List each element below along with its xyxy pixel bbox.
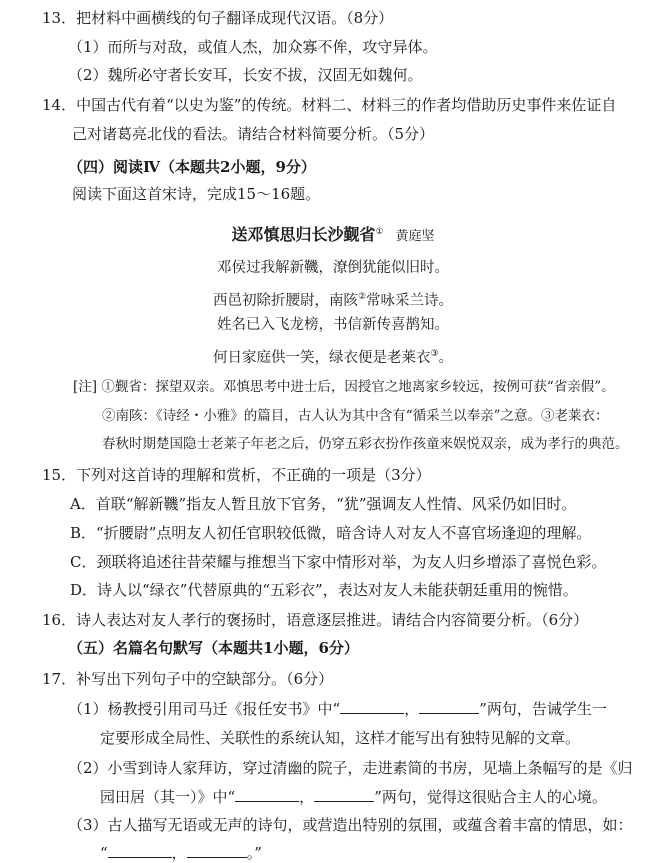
q17-1-text-end: ”两句，告诫学生一 — [479, 700, 607, 718]
q17-1-text: （1）杨教授引用司马迁《报任安书》中“ — [68, 700, 341, 718]
answer-blank[interactable] — [108, 843, 172, 858]
poem-line-2a: 西邑初除折腰尉，南陔 — [212, 292, 358, 309]
q13-sentence-1: （1）而所与对敌，或值人杰，加众寡不侔，攻守异体。 — [68, 38, 438, 56]
poem-title-line — [0, 222, 666, 247]
section5-heading: （五）名篇名句默写（本题共1小题，6分） — [68, 639, 359, 657]
comma: ， — [299, 788, 315, 806]
q14-line-1: 14．中国古代有着“以史为鉴”的传统。材料二、材料三的作者均借助历史事件来佐证自 — [42, 96, 617, 114]
q17-item-3-cont — [100, 843, 262, 863]
q17-item-2-cont — [100, 787, 607, 807]
answer-blank[interactable] — [419, 699, 479, 714]
answer-blank[interactable] — [340, 699, 404, 714]
q15-option-d: D．诗人以“绿衣”代替原典的“五彩衣”，表达对友人未能获朝廷重用的惋惜。 — [70, 581, 578, 599]
poem-line-4 — [0, 344, 666, 368]
poem-line-4a: 何日家庭供一笑，绿衣便是老莱衣 — [212, 349, 431, 366]
footnote-mark: ③ — [430, 349, 439, 359]
note-line-2: ②南陔：《诗经・小雅》的篇目，古人认为其中含有“循采兰以奉亲”之意。③老莱衣： — [102, 408, 609, 424]
q15-option-a: A．首联“解新鞿”指友人暂且放下官务，“犹”强调友人性情、风采仍如旧时。 — [70, 495, 577, 513]
q15-stem: 15．下列对这首诗的理解和赏析，不正确的一项是（3分） — [42, 466, 431, 484]
note-line-3: 春秋时期楚国隐士老莱子年老之后，仍穿五彩衣扮作孩童来娱悦双亲，成为孝行的典范。 — [102, 436, 629, 452]
q13-sentence-2: （2）魏所必守者长安耳，长安不拔，汉固无如魏何。 — [68, 66, 423, 84]
answer-blank[interactable] — [235, 787, 299, 802]
q17-2-text: 园田居（其一）》中“ — [100, 788, 236, 806]
footnote-mark: ② — [357, 292, 367, 302]
comma: ， — [404, 700, 420, 718]
q13-stem: 13．把材料中画横线的句子翻译成现代汉语。（8分） — [42, 9, 394, 27]
poem-line-2 — [0, 287, 666, 311]
note-line-1: [注] ①觐省：探望双亲。邓慎思考中进士后，因授官之地离家乡较远，按例可获“省亲假”。 — [73, 379, 615, 395]
q17-item-1 — [68, 699, 607, 719]
open-quote: “ — [100, 844, 108, 862]
q14-line-2: 己对诸葛亮北伐的看法。请结合材料简要分析。（5分） — [72, 125, 435, 143]
answer-blank[interactable] — [187, 843, 247, 858]
poem-line-2b: 常咏采兰诗。 — [366, 292, 454, 309]
q17-item-2: （2）小雪到诗人家拜访，穿过清幽的院子，走进素简的书房，见墙上条幅写的是《归 — [68, 759, 633, 777]
poem-author: 黄庭坚 — [395, 228, 435, 244]
close-quote: 。” — [246, 844, 262, 862]
poem-line-1: 邓侯过我解新鞿，潦倒犹能似旧时。 — [217, 260, 449, 276]
q17-stem: 17．补写出下列句子中的空缺部分。（6分） — [42, 670, 334, 688]
q17-item-3: （3）古人描写无语或无声的诗句，或营造出特别的氛围，或蕴含着丰富的情思，如： — [68, 816, 633, 834]
poem-line-3: 姓名已入飞龙榜，书信新传喜鹊知。 — [217, 317, 449, 333]
poem-line-4b: 。 — [438, 349, 454, 366]
footnote-mark: ① — [375, 227, 384, 237]
q16-stem: 16．诗人表达对友人孝行的褒扬时，语意逐层推进。请结合内容简要分析。（6分） — [42, 611, 589, 629]
q17-2-text-end: ”两句，觉得这很贴合主人的心境。 — [374, 788, 607, 806]
q15-option-c: C．颈联将追述往昔荣耀与推想当下家中情形对举，为友人归乡增添了喜悦色彩。 — [70, 553, 607, 571]
section4-heading: （四）阅读Ⅳ（本题共2小题，9分） — [68, 158, 316, 176]
section4-intro: 阅读下面这首宋诗，完成15～16题。 — [72, 185, 321, 203]
answer-blank[interactable] — [314, 787, 374, 802]
poem-title: 送邓慎思归长沙觐省 — [231, 224, 376, 244]
comma: ， — [171, 844, 187, 862]
q15-option-b: B．“折腰尉”点明友人初任官职较低微，暗含诗人对友人不喜官场逢迎的理解。 — [70, 524, 592, 542]
q17-item-1-cont: 定要形成全局性、关联性的系统认知，这样才能写出有独特见解的文章。 — [100, 729, 581, 747]
